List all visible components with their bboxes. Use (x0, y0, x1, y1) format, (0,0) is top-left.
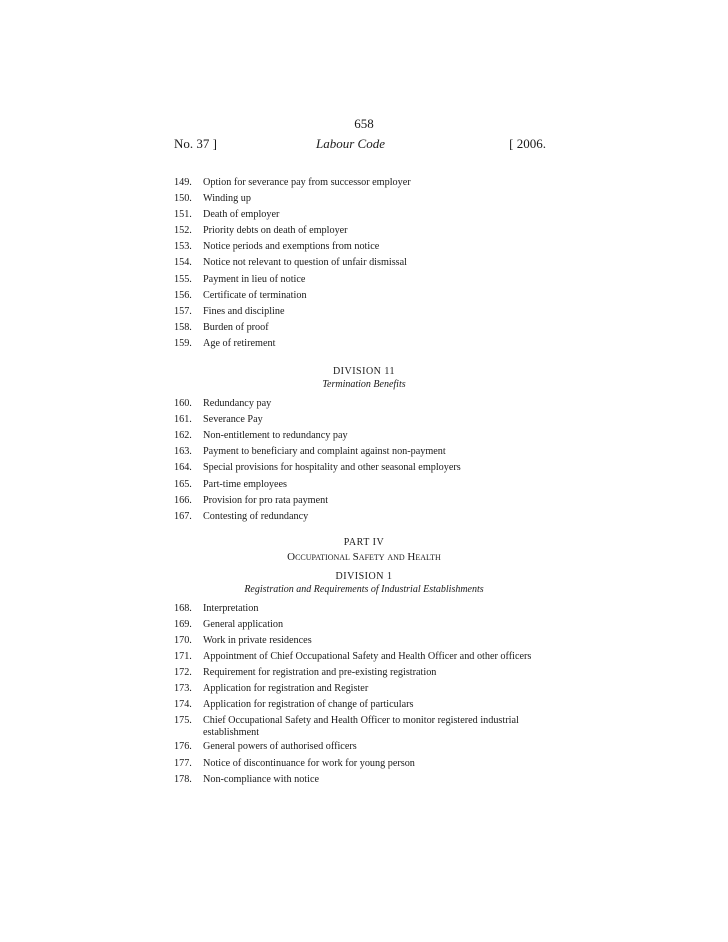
toc-entry (174, 713, 554, 739)
act-number: No. 37 ] (174, 136, 217, 151)
section-number: 174. (174, 699, 192, 711)
division-11-subheading: Termination Benefits (322, 379, 406, 391)
table-of-contents (174, 175, 554, 788)
section-number: 161. (174, 414, 192, 426)
act-year: [ 2006. (509, 136, 546, 151)
section-number: 149. (174, 177, 192, 188)
section-title: Redundancy pay (203, 398, 272, 410)
section-title: Notice not relevant to question of unfair dismissal (203, 257, 407, 269)
section-title: Non-compliance with notice (203, 773, 319, 785)
toc-entry (174, 772, 554, 788)
toc-entry (174, 756, 554, 772)
section-number: 175. (174, 715, 192, 727)
toc-entry (174, 477, 554, 493)
section-number: 159. (174, 337, 192, 349)
toc-entry (174, 304, 554, 320)
section-title: Certificate of termination (203, 289, 307, 301)
section-number: 157. (174, 305, 192, 317)
toc-entry (174, 681, 554, 697)
toc-group-2 (174, 396, 554, 525)
toc-entry (174, 509, 554, 525)
toc-entry (174, 320, 554, 336)
section-title: Provision for pro rata payment (203, 494, 329, 506)
page-number: 658 (354, 116, 374, 131)
toc-entry (174, 239, 554, 255)
section-title: Interpretation (203, 602, 259, 614)
section-number: 172. (174, 667, 192, 679)
toc-entry (174, 633, 554, 649)
section-number: 151. (174, 209, 192, 221)
toc-group-3 (174, 601, 554, 788)
part-iv-subheading: Occupational Safety and Health (287, 550, 441, 563)
section-title: Payment in lieu of notice (203, 273, 306, 285)
act-title: Labour Code (316, 136, 385, 151)
section-number: 165. (174, 478, 192, 490)
division-1-heading: DIVISION 1 (335, 570, 393, 582)
section-number: 156. (174, 289, 192, 301)
toc-group-1 (174, 175, 554, 352)
part-iv-heading: PART IV (343, 536, 385, 548)
section-title: Application for registration of change of particulars (203, 699, 414, 711)
section-number: 158. (174, 321, 192, 333)
division-11-heading: DIVISION 11 (332, 366, 396, 378)
section-number: 152. (174, 225, 192, 237)
section-title: Payment to beneficiary and complaint against non-payment (203, 446, 446, 458)
toc-entry (174, 697, 554, 713)
section-title: Burden of proof (203, 321, 269, 333)
section-number: 170. (174, 634, 192, 646)
section-title: Work in private residences (203, 634, 312, 646)
toc-entry (174, 412, 554, 428)
toc-entry (174, 649, 554, 665)
section-title: Winding up (203, 193, 251, 205)
toc-entry (174, 739, 554, 755)
section-number: 150. (174, 193, 192, 205)
section-title: Notice periods and exemptions from notice (203, 241, 380, 253)
section-number: 163. (174, 446, 192, 458)
toc-entry (174, 617, 554, 633)
toc-entry (174, 493, 554, 509)
section-title: Chief Occupational Safety and Health Officer to monitor registered industrial establishment (203, 715, 519, 738)
section-number: 178. (174, 773, 192, 785)
section-title: Fines and discipline (203, 305, 285, 317)
section-number: 166. (174, 494, 192, 506)
section-title: Requirement for registration and pre-existing registration (203, 667, 437, 679)
toc-entry (174, 444, 554, 460)
section-number: 162. (174, 430, 192, 442)
section-number: 176. (174, 741, 192, 753)
toc-entry (174, 223, 554, 239)
toc-entry (174, 336, 554, 352)
toc-entry (174, 396, 554, 412)
toc-entry (174, 191, 554, 207)
toc-entry (174, 288, 554, 304)
toc-entry (174, 272, 554, 288)
section-title: General application (203, 618, 284, 630)
section-number: 169. (174, 618, 192, 630)
section-number: 177. (174, 757, 192, 769)
section-title: Age of retirement (203, 337, 276, 349)
section-title: Notice of discontinuance for work for young person (203, 757, 415, 769)
section-title: Death of employer (203, 209, 280, 221)
section-title: Special provisions for hospitality and other seasonal employers (203, 462, 461, 474)
division-1-subheading: Registration and Requirements of Industrial Establishments (244, 583, 484, 595)
section-title: Option for severance pay from successor employer (203, 177, 411, 188)
toc-entry (174, 665, 554, 681)
section-number: 167. (174, 510, 192, 522)
toc-entry (174, 207, 554, 223)
section-title: Contesting of redundancy (203, 510, 309, 522)
toc-entry (174, 460, 554, 476)
section-title: General powers of authorised officers (203, 741, 357, 753)
running-header (174, 136, 546, 152)
section-title: Application for registration and Register (203, 683, 369, 695)
section-number: 173. (174, 683, 192, 695)
section-number: 160. (174, 398, 192, 410)
section-number: 164. (174, 462, 192, 474)
section-title: Priority debts on death of employer (203, 225, 348, 237)
section-title: Part-time employees (203, 478, 288, 490)
toc-entry (174, 255, 554, 271)
section-number: 168. (174, 602, 192, 614)
toc-entry (174, 175, 554, 191)
section-title: Severance Pay (203, 414, 263, 426)
toc-entry (174, 428, 554, 444)
section-title: Non-entitlement to redundancy pay (203, 430, 348, 442)
toc-entry (174, 601, 554, 617)
section-number: 155. (174, 273, 192, 285)
section-number: 153. (174, 241, 192, 253)
section-number: 154. (174, 257, 192, 269)
section-title: Appointment of Chief Occupational Safety and Health Officer and other officers (203, 651, 532, 663)
section-number: 171. (174, 651, 192, 663)
